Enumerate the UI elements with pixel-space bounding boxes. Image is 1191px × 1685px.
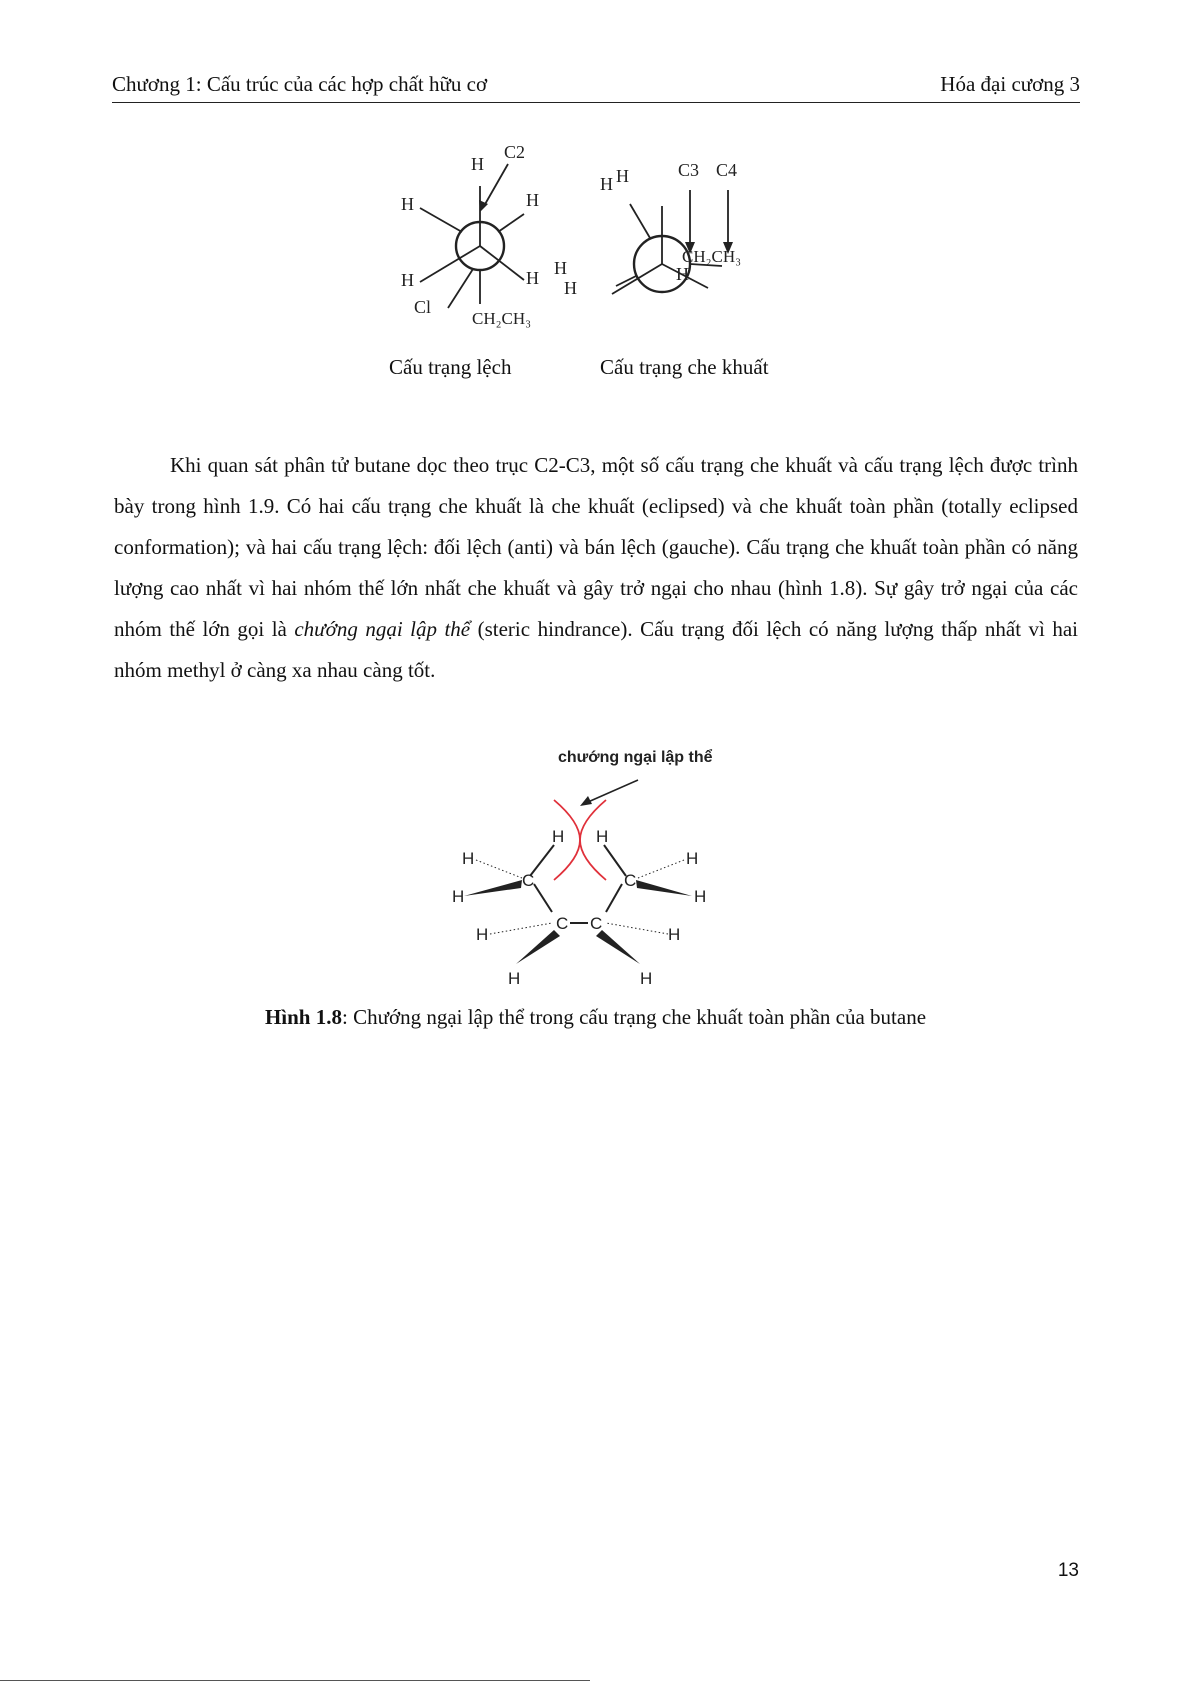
atom-h-lower-right: H bbox=[668, 925, 681, 944]
paragraph-part1: Khi quan sát phân tử butane dọc theo trục C2-C3, một số cấu trạng che khuất và cấu trạng lệch được trình bày trong hình 1.9. Có hai cấu trạng che khuất là che khuất (eclipsed) và che khuất toàn phần (totally eclipsed conformation); và hai cấu trạng lệch: đối lệch (anti) và bán lệch (gauche). Cấu trạng che khuất toàn phần có năng lượng cao nhất vì hai nhóm thế lớn nhất che khuất và gây trở ngại cho nhau (hình 1.8). Sự gây trở ngại của các nhóm thế lớn gọi là bbox=[114, 453, 1078, 641]
header-chapter-title: Chương 1: Cấu trúc của các hợp chất hữu cơ bbox=[112, 72, 488, 96]
label-h-left-a: H bbox=[554, 258, 567, 278]
atom-h-upper-right: H bbox=[686, 849, 699, 868]
atom-h-bottom-left: H bbox=[508, 969, 521, 988]
page-header bbox=[112, 70, 1080, 103]
atom-h-lower-left: H bbox=[476, 925, 489, 944]
annotation-label: chướng ngại lập thể bbox=[558, 749, 713, 766]
label-h-right-up: H bbox=[526, 190, 539, 210]
page-number: 13 bbox=[1057, 1560, 1079, 1581]
label-h-left-b: H bbox=[564, 278, 577, 298]
label-h-right: H bbox=[676, 264, 689, 284]
label-h-top: H bbox=[471, 154, 484, 174]
atom-h-mid-right: H bbox=[694, 887, 707, 906]
label-h-right-down: H bbox=[526, 268, 539, 288]
header-course-title: Hóa đại cương 3 bbox=[940, 72, 1080, 96]
caption-eclipsed: Cấu trạng che khuất bbox=[600, 355, 769, 379]
label-h-left-up: H bbox=[401, 194, 414, 214]
atom-c-left: C bbox=[522, 871, 535, 890]
figure-caption-label: Hình 1.8 bbox=[264, 1005, 342, 1029]
label-ethyl-eclipsed: CH₂CH₃ bbox=[682, 247, 742, 266]
bottom-divider bbox=[0, 1680, 590, 1681]
newman-staggered-diagram bbox=[380, 142, 560, 338]
label-h-left-down: H bbox=[401, 270, 414, 290]
atom-c-bottom-left: C bbox=[556, 914, 569, 933]
steric-hindrance-diagram bbox=[452, 742, 750, 997]
label-cl: Cl bbox=[414, 297, 432, 317]
label-c2: C2 bbox=[504, 142, 526, 162]
paragraph-italic-term: chướng ngại lập thể bbox=[294, 617, 471, 641]
body-paragraph bbox=[114, 445, 1078, 691]
label-c3: C3 bbox=[678, 160, 700, 180]
atom-h-mid-left: H bbox=[452, 887, 465, 906]
figure-caption-text: : Chướng ngại lập thể trong cấu trạng che khuất toàn phần của butane bbox=[341, 1005, 927, 1029]
atom-h-bottom-right: H bbox=[640, 969, 653, 988]
paragraph-part2: (steric hindrance). Cấu trạng đối lệch có năng lượng thấp nhất vì hai nhóm methyl ở càng xa nhau càng tốt. bbox=[114, 617, 1078, 682]
atom-c-bottom-right: C bbox=[590, 914, 603, 933]
atom-c-right: C bbox=[624, 871, 637, 890]
label-c4: C4 bbox=[716, 160, 738, 180]
label-ethyl: CH₂CH₃ bbox=[472, 309, 532, 328]
newman-eclipsed-diagram bbox=[554, 160, 820, 322]
caption-staggered: Cấu trạng lệch bbox=[389, 355, 512, 379]
atom-h-clash-left: H bbox=[552, 827, 565, 846]
atom-h-clash-right: H bbox=[596, 827, 609, 846]
figure-caption bbox=[0, 1005, 1191, 1030]
label-h-b: H bbox=[616, 166, 629, 186]
label-h-a: H bbox=[600, 174, 613, 194]
atom-h-upper-left: H bbox=[462, 849, 475, 868]
